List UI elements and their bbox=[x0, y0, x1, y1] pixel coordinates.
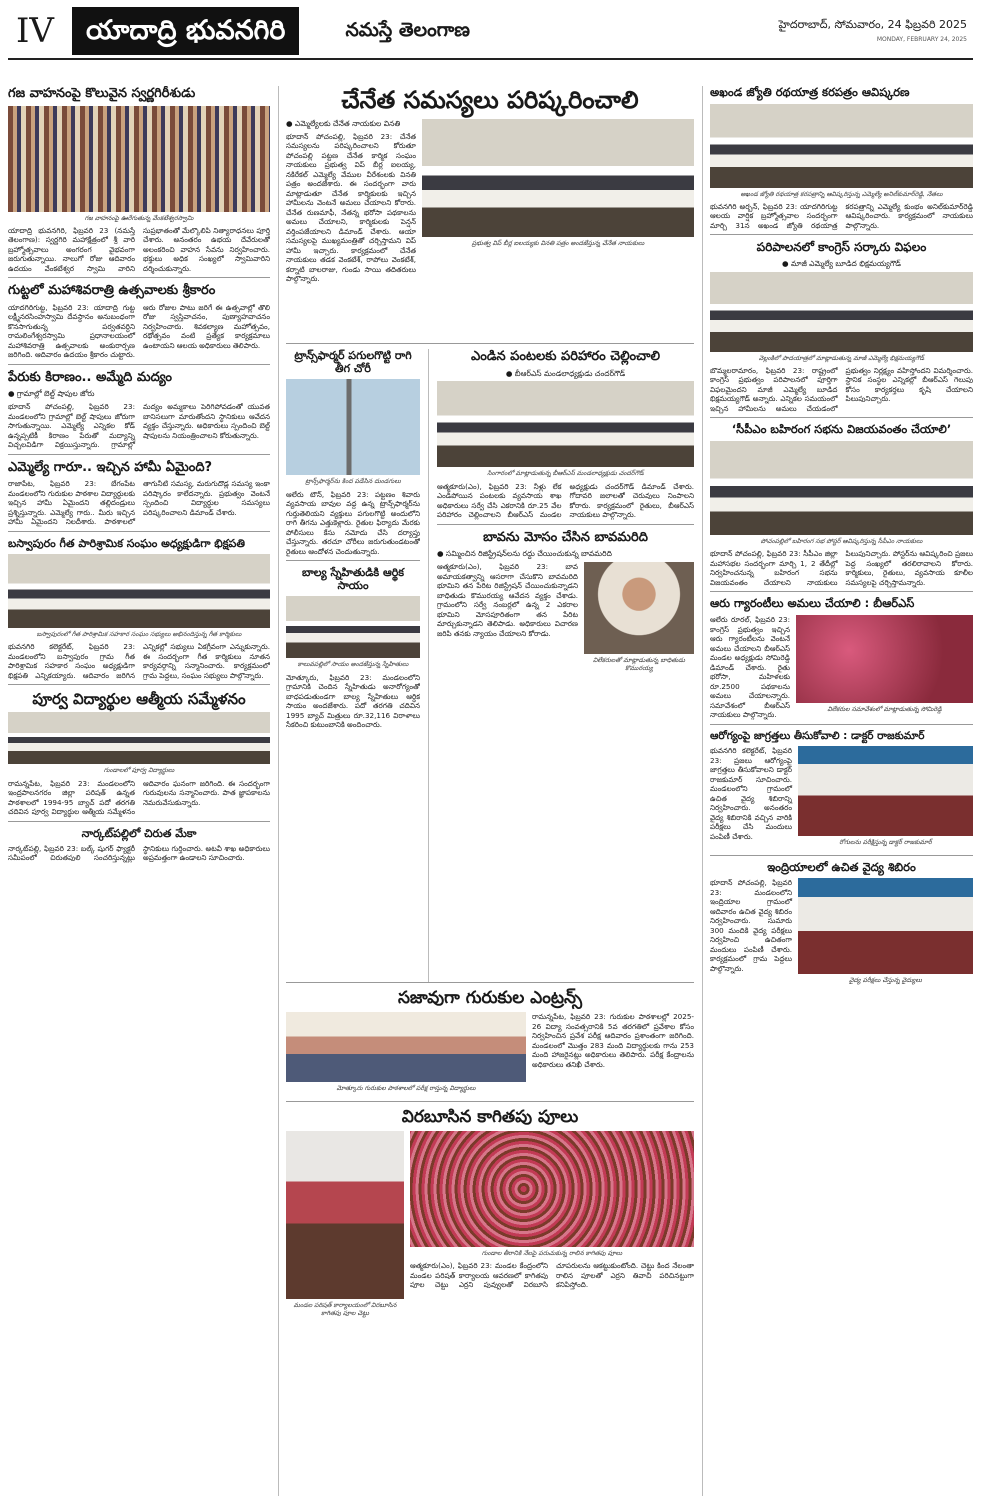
caption: ప్రభుత్వ విప్ బీర్ల ఐలయ్యకు వినతి పత్రం అందజేస్తున్న చేనేత నాయకులు bbox=[471, 239, 645, 247]
headline: ట్రాన్స్‌ఫార్మర్ పగులగొట్టి రాగి తీగ చోరీ bbox=[294, 349, 412, 376]
story-dried-crops bbox=[437, 349, 694, 525]
article-body: ఆత్మకూరు(ఎం), ఫిబ్రవరి 23: బావ అమాయకత్వాన్ని ఆసరాగా చేసుకొని బావమరిది భూమిని తన పేరిట రిజిస్ట్రేషన్ చేయించుకున్నాడని బాధితుడు కొమురయ్య ఆవేదన వ్యక్తం చేశాడు. గ్రామంలోని సర్వే నంబర్లలో ఉన్న 2 ఎకరాల భూమిని మోసపూరితంగా తన పేరిట మార్చుకున్నాడని తెలిపాడు. అధికారులు విచారణ జరిపి తనకు న్యాయం చేయాలని కోరాడు. bbox=[437, 562, 578, 638]
article-body: భూదాన్ పోచంపల్లి, ఫిబ్రవరి 23: చేనేత సమస్యలను పరిష్కరించాలని కోరుతూ పోచంపల్లి పట్టణ చేనేత కార్మిక సంఘం నాయకులు ప్రభుత్వ విప్ బీర్ల ఐలయ్య, నకిరేకల్ ఎమ్మెల్యే వేముల వీరేశంలకు వినతి పత్రం అందజేశారు. ఈ సందర్భంగా వారు మాట్లాడుతూ చేనేత కార్మికులకు ఇచ్చిన హామీలను వెంటనే అమలు చేయాలని కోరారు. చేనేత రుణమాఫీ, నేతన్న భరోసా పథకాలను అమలు చేయాలని, కార్మికులకు పెన్షన్ వర్తింపజేయాలని డిమాండ్ చేశారు. ఆయా సమస్యలపై ముఖ్యమంత్రితో చర్చిస్తామని విప్ హామీ ఇచ్చారు. కార్యక్రమంలో చేనేత నాయకులు తడక వెంకటేశ్, రాపోలు వెంకటేశ్, కర్నాటి బాలరాజు, గుండు సాయి తదితరులు పాల్గొన్నారు. bbox=[286, 131, 416, 284]
story-belt-shops bbox=[8, 370, 270, 455]
caption: వెల్లంకిలో పాదయాత్రలో మాట్లాడుతున్న మాజీ ఎమ్మెల్యే భిక్షమయ్యగౌడ్ bbox=[758, 354, 925, 362]
story-paper-flowers bbox=[286, 1107, 694, 1326]
headline: ఆరు గ్యారంటీలు అమలు చేయాలి : బీఆర్ఎస్ bbox=[710, 597, 915, 611]
caption: బస్వాపురంలో గీత పారిశ్రామిక సహకార సంఘం సభ్యులు అభినందిస్తున్న గీత కార్మికులు bbox=[36, 631, 242, 639]
caption: గుండాల తీరానికి నేలపై పరుచుకున్న రాలిన కాగితపు పూలు bbox=[481, 1249, 623, 1257]
headline: ‘సీపీఎం బహిరంగ సభను విజయవంతం చేయాలి’ bbox=[731, 423, 952, 437]
caption: విలేకరులతో మాట్లాడుతున్న బాధితుడు కొమురయ్య bbox=[592, 657, 685, 673]
kicker: ● బీఆర్ఎస్ మండలాధ్యక్షుడు చందర్‌గౌడ్ bbox=[505, 368, 626, 378]
photo-friends bbox=[286, 596, 420, 658]
story-alumni-meet bbox=[8, 690, 270, 821]
headline: బాల్య స్నేహితుడికి ఆర్థిక సాయం bbox=[302, 566, 404, 593]
headline: నార్కట్‌పల్లిలో చిరుత మేకా bbox=[81, 826, 197, 840]
headline: అఖండ జ్యోతి రథయాత్ర కరపత్రం ఆవిష్కరణ bbox=[710, 86, 910, 99]
caption: గుండాలలో పూర్వ విద్యార్థులు bbox=[103, 767, 175, 775]
kicker: ● గ్రామాల్లో బెల్ట్ షాపుల జోరు bbox=[8, 389, 95, 399]
photo-press-meet bbox=[796, 615, 973, 703]
kicker: ● మాజీ ఎమ్మెల్యే బూడిద భిక్షమయ్యగౌడ్ bbox=[782, 258, 901, 268]
headline: గజ వాహనంపై కొలువైన స్వర్ణగిరీశుడు bbox=[8, 86, 196, 101]
photo-victim bbox=[584, 562, 694, 654]
date-english: MONDAY, FEBRUARY 24, 2025 bbox=[876, 35, 967, 43]
headline: పేరుకు కిరాణం.. అమ్మేది మద్యం bbox=[8, 369, 172, 385]
article-body: ఆలేరు టౌన్, ఫిబ్రవరి 23: పట్టణం శివారు వ్యవసాయ బావుల వద్ద ఉన్న ట్రాన్స్‌ఫార్మర్‌ను గుర్తుతెలియని వ్యక్తులు పగులగొట్టి అందులోని రాగి తీగను ఎత్తుకెళ్లారు. రైతుల ఫిర్యాదు మేరకు పోలీసులు కేసు నమోదు చేసి దర్యాప్తు చేస్తున్నారు. తరచూ చోరీలు జరుగుతుండటంతో రైతులు ఆందోళన చెందుతున్నారు. bbox=[286, 489, 420, 556]
article-body: భూదాన్ పోచంపల్లి, ఫిబ్రవరి 23: సీపీఎం జిల్లా మహాసభల సందర్భంగా మార్చి 1, 2 తేదీల్లో నిర్వహించనున్న బహిరంగ సభను విజయవంతం చేయాలని నాయకులు పిలుపునిచ్చారు. పోస్టర్‌ను ఆవిష్కరించి ప్రజలు పెద్ద సంఖ్యలో తరలిరావాలని కోరారు. కార్మికులు, రైతులు, వ్యవసాయ కూలీల సమస్యలపై చర్చిస్తామన్నారు. bbox=[710, 549, 973, 587]
photo-doctor-checkup bbox=[798, 746, 973, 836]
story-gurukula-entrance bbox=[286, 988, 694, 1102]
story-handloom bbox=[286, 86, 694, 344]
caption: అఖండ జ్యోతి రథయాత్ర కరపత్రాన్ని ఆవిష్కరిస్తున్న ఎమ్మెల్యే అనిల్‌కుమార్‌రెడ్డి, నేతలు bbox=[740, 190, 943, 198]
photo-handloom-leaders bbox=[422, 119, 694, 237]
caption: సింగారంలో మాట్లాడుతున్న బీఆర్ఎస్ మండలాధ్యక్షుడు చందర్‌గౌడ్ bbox=[487, 470, 644, 478]
column-rule bbox=[702, 86, 703, 1496]
story-mla-promise bbox=[8, 460, 270, 532]
center-column bbox=[286, 86, 694, 1496]
caption: కాలువపల్లిలో సాయం అందజేస్తున్న స్నేహితులు bbox=[297, 661, 409, 669]
kicker: ● ఎమ్మెల్యేలకు చేనేత నాయకుల వినతి bbox=[286, 118, 401, 128]
photo-fallen-flowers bbox=[410, 1131, 694, 1247]
headline: పరిపాలనలో కాంగ్రెస్ సర్కారు విఫలం bbox=[756, 240, 927, 255]
article-body: ఆత్మకూరు(ఎం), ఫిబ్రవరి 23: మండల కేంద్రంలోని మండల పరిషత్ కార్యాలయ ఆవరణలో కాగితపు పూల చెట్టు ఎర్రని పువ్వులతో విరబూసి చూపరులను ఆకట్టుకుంటోంది. చెట్టు కింద నేలంతా రాలిన పూలతో ఎర్రని తివాచీ పరిచినట్టుగా కనిపిస్తోంది. bbox=[410, 1261, 694, 1290]
photo-society-members bbox=[8, 554, 270, 628]
article-body: భూదాన్ పోచంపల్లి, ఫిబ్రవరి 23: మండలంలోని గ్రామాల్లో బెల్ట్ షాపులు జోరుగా సాగుతున్నాయి. ఎమ్మెల్యే ఎన్నికల కోడ్ ఉన్నప్పటికీ కిరాణం పేరుతో మద్యాన్ని విచ్చలవిడిగా విక్రయిస్తున్నారు. గ్రామాల్లో మద్యం అమ్మకాలు పెరిగిపోవడంతో యువత బానిసలుగా మారుతోందని స్థానికులు ఆవేదన వ్యక్తం చేస్తున్నారు. అధికారులు స్పందించి బెల్ట్ షాపులను నియంత్రించాలని కోరుతున్నారు. bbox=[8, 402, 270, 450]
article-body: నార్కట్‌పల్లి, ఫిబ్రవరి 23: బల్క్ షుగర్ ఫ్యాక్టరీ సమీపంలో చిరుతపులి సంచరిస్తున్నట్లు స్థానికులు గుర్తించారు. అటవీ శాఖ అధికారులు అప్రమత్తంగా ఉండాలని సూచించారు. bbox=[8, 843, 270, 863]
caption: మండల పరిషత్ కార్యాలయంలో విరబూసిన కాగితపు పూల చెట్టు bbox=[293, 1301, 397, 1318]
caption: ట్రాన్స్‌ఫార్మర్‌ను కింద పడేసిన దుండగులు bbox=[305, 478, 401, 486]
page-number: IV bbox=[16, 10, 54, 51]
headline: గుట్టలో మహాశివరాత్రి ఉత్సవాలకు శ్రీకారం bbox=[8, 283, 216, 299]
headline: ఇంద్రియాలలో ఉచిత వైద్య శిబిరం bbox=[767, 860, 916, 874]
article-body: రాజాపేట, ఫిబ్రవరి 23: బేగంపేట మండలంలోని గురుకుల పాఠశాల విద్యార్థులకు ఇచ్చిన హామీ ఏమైందని తల్లిదండ్రులు ప్రశ్నిస్తున్నారు. ఎమ్మెల్యే గారు.. మీరు ఇచ్చిన హామీ ఏమైందని నిలదీశారు. పాఠశాలలో తాగునీటి సమస్య, మరుగుదొడ్ల సమస్య ఇంకా పరిష్కారం కాలేదన్నారు. ప్రభుత్వం వెంటనే స్పందించి విద్యార్థుల సమస్యలు పరిష్కరించాలని డిమాండ్ చేశారు. bbox=[8, 479, 270, 527]
story-geetha-society bbox=[8, 537, 270, 685]
article-body: భువనగిరి అర్బన్, ఫిబ్రవరి 23: యాదగిరిగుట్ట ఆలయ వార్షిక బ్రహ్మోత్సవాల సందర్భంగా మార్చి 31న అఖండ జ్యోతి రథయాత్ర కరపత్రాన్ని ఎమ్మెల్యే కుంభం అనిల్‌కుమార్‌రెడ్డి ఆవిష్కరించారు. కార్యక్రమంలో నాయకులు పాల్గొన్నారు. bbox=[710, 201, 973, 230]
story-health-care bbox=[710, 730, 973, 856]
article-body: మోత్కూరు, ఫిబ్రవరి 23: మండలంలోని గ్రామానికి చెందిన స్నేహితుడు అనారోగ్యంతో బాధపడుతుండగా బాల్య స్నేహితులు ఆర్థిక సాయం అందజేశారు. పదో తరగతి చదివిన 1995 బ్యాచ్ మిత్రులు రూ.32,116 విరాళాలు సేకరించి కుటుంబానికి అందించారు. bbox=[286, 672, 420, 730]
article-body: ఆత్మకూరు(ఎం), ఫిబ్రవరి 23: నీళ్లు లేక ఎండిపోయిన పంటలకు వ్యవసాయ శాఖ అధికారులు సర్వే చేసి ఎకరానికి రూ.25 వేల పరిహారం చెల్లించాలని బీఆర్ఎస్ మండల అధ్యక్షుడు చందర్‌గౌడ్ డిమాండ్ చేశారు. గోదావరి జలాలతో చెరువులు నింపాలని కోరారు. కార్యక్రమంలో రైతులు, బీఆర్ఎస్ నాయకులు పాల్గొన్నారు. bbox=[437, 481, 694, 520]
headline: బస్వాపురం గీత పారిశ్రామిక సంఘం అధ్యక్షుడిగా భిక్షపతి bbox=[8, 536, 245, 550]
article-body: యాదాద్రి భువనగిరి, ఫిబ్రవరి 23 (నమస్తే తెలంగాణ): స్వర్ణగిరి మహాక్షేత్రంలో శ్రీ వారి బ్రహ్మోత్సవాలు అంగరంగ వైభవంగా జరుగుతున్నాయి. నాలుగో రోజు ఆదివారం ఉదయం వేంకటేశ్వర స్వామి వారిని సుప్రభాతంతో మేల్కొలిపి నిత్యారాధనలు పూర్తి చేశారు. అనంతరం ఉభయ దేవేరులతో అలంకరించి వాహన సేవను నిర్వహించారు. భక్తులు అధిక సంఖ్యలో స్వామివారిని దర్శించుకున్నారు. bbox=[8, 225, 270, 273]
column-rule bbox=[278, 86, 279, 1496]
photo-transformer bbox=[286, 379, 420, 475]
lead-headline: చేనేత సమస్యలు పరిష్కరించాలి bbox=[341, 86, 639, 114]
photo-padayatra bbox=[710, 272, 973, 352]
story-gaja-vahanam bbox=[8, 86, 270, 278]
article-body: బొమ్మలరామారం, ఫిబ్రవరి 23: రాష్ట్రంలో కాంగ్రెస్ ప్రభుత్వం పరిపాలనలో పూర్తిగా విఫలమైందని మాజీ ఎమ్మెల్యే బూడిద భిక్షమయ్యగౌడ్ అన్నారు. ఎన్నికల సమయంలో ఇచ్చిన హామీలను అమలు చేయడంలో ప్రభుత్వం నిర్లక్ష్యం వహిస్తోందని విమర్శించారు. స్థానిక సంస్థల ఎన్నికల్లో బీఆర్ఎస్ గెలుపు కోసం కార్యకర్తలు కృషి చేయాలని పిలుపునిచ్చారు. bbox=[710, 365, 973, 413]
headline: సజావుగా గురుకుల ఎంట్రన్స్ bbox=[397, 988, 583, 1008]
right-column bbox=[710, 86, 973, 1496]
headline: బావను మోసం చేసిన బావమరిది bbox=[483, 529, 648, 545]
story-shivaratri bbox=[8, 283, 270, 365]
story-congress-failure bbox=[710, 240, 973, 418]
photo-flower-tree bbox=[286, 1131, 404, 1299]
story-six-guarantees bbox=[710, 597, 973, 724]
story-jyoti-rathayatra bbox=[710, 86, 973, 235]
story-friends bbox=[286, 566, 420, 734]
photo-alumni bbox=[8, 712, 270, 764]
headline: పూర్వ విద్యార్థుల ఆత్మీయ సమ్మేళనం bbox=[32, 690, 246, 709]
story-brother-in-law bbox=[437, 530, 694, 681]
story-medical-camp bbox=[710, 861, 973, 993]
article-body: భూదాన్ పోచంపల్లి, ఫిబ్రవరి 23: మండలంలోని ఇంద్రియాల గ్రామంలో ఆదివారం ఉచిత వైద్య శిబిరం నిర్వహించారు. సుమారు 300 మందికి వైద్య పరీక్షలు నిర్వహించి ఉచితంగా మందులు పంపిణీ చేశారు. కార్యక్రమంలో గ్రామ పెద్దలు పాల్గొన్నారు. bbox=[710, 878, 792, 973]
article-body: ఆలేరు రూరల్, ఫిబ్రవరి 23: కాంగ్రెస్ ప్రభుత్వం ఇచ్చిన ఆరు గ్యారంటీలను వెంటనే అమలు చేయాలని బీఆర్ఎస్ మండల అధ్యక్షుడు సోమిరెడ్డి డిమాండ్ చేశారు. రైతు భరోసా, మహిళలకు రూ.2500 పథకాలను అమలు చేయాలన్నారు. సమావేశంలో బీఆర్ఎస్ నాయకులు పాల్గొన్నారు. bbox=[710, 615, 790, 720]
caption: గజ వాహనంపై ఊరేగుతున్న వేంకటేశ్వరస్వామి bbox=[84, 214, 194, 222]
photo-students-exam bbox=[286, 1012, 526, 1082]
photo-medical-camp bbox=[798, 878, 973, 974]
story-transformer bbox=[286, 349, 420, 561]
photo-poster-release bbox=[710, 441, 973, 535]
headline: ఎమ్మెల్యే గారూ.. ఇచ్చిన హామీ ఏమైంది? bbox=[8, 459, 213, 475]
dateline bbox=[778, 18, 973, 43]
left-column bbox=[8, 86, 270, 1496]
photo-temple-crowd bbox=[8, 106, 270, 212]
caption: వైద్య పరీక్షలు చేస్తున్న వైద్యులు bbox=[849, 977, 922, 985]
story-cpm-meeting bbox=[710, 423, 973, 592]
photo-farmers bbox=[437, 381, 694, 467]
headline: ఎండిన పంటలకు పరిహారం చెల్లించాలి bbox=[471, 349, 660, 364]
article-body: రామన్నపేట, ఫిబ్రవరి 23: గురుకుల పాఠశాలల్లో 2025-26 విద్యా సంవత్సరానికి 5వ తరగతిలో ప్రవేశాల కోసం నిర్వహించిన ప్రవేశ పరీక్ష ఆదివారం ప్రశాంతంగా జరిగింది. మండలంలో మొత్తం 283 మంది విద్యార్థులకు గాను 253 మంది హాజరైనట్లు అధికారులు తెలిపారు. పరీక్ష కేంద్రాలను అధికారులు తనిఖీ చేశారు. bbox=[532, 1012, 694, 1069]
caption: మోత్కూరు గురుకుల పాఠశాలలో పరీక్ష రాస్తున్న విద్యార్థులు bbox=[336, 1085, 476, 1093]
caption: విలేకరుల సమావేశంలో మాట్లాడుతున్న సోమిరెడ్డి bbox=[827, 706, 942, 714]
article-body: భువనగిరి కలెక్టరేట్, ఫిబ్రవరి 23: మండలంలోని బస్వాపురం గ్రామ గీత పారిశ్రామిక సహకార సంఘం అధ్యక్షుడిగా భిక్షపతి ఎన్నికయ్యారు. ఆదివారం జరిగిన ఎన్నికల్లో సభ్యులు ఏకగ్రీవంగా ఎన్నుకున్నారు. ఈ సందర్భంగా గీత కార్మికులు నూతన కార్యవర్గాన్ని సన్మానించారు. కార్యక్రమంలో గ్రామ పెద్దలు, సంఘం సభ్యులు పాల్గొన్నారు. bbox=[8, 642, 270, 680]
date-telugu: హైదరాబాద్, సోమవారం, 24 ఫిబ్రవరి 2025 bbox=[778, 18, 967, 32]
brand-name: నమస్తే తెలంగాణ bbox=[345, 19, 470, 42]
story-leopard bbox=[8, 827, 270, 867]
kicker: ● సమ్మించిన రిజిస్ట్రేషన్‌లను రద్దు చేయించుకున్న బావమరిది bbox=[437, 549, 612, 559]
caption: రోగులను పరీక్షిస్తున్న డాక్టర్ రాజకుమార్ bbox=[839, 839, 932, 847]
photo-pamphlet-release bbox=[710, 104, 973, 188]
article-body: యాదగిరిగుట్ట, ఫిబ్రవరి 23: యాదాద్రి గుట్ట లక్ష్మీనరసింహస్వామి దేవస్థానం అనుబంధంగా కొనసాగుతున్న పర్వతవర్ధిని రామలింగేశ్వరస్వామి ప్రధానాలయంలో మహాశివరాత్రి ఉత్సవాలకు అంకురార్పణ జరిగింది. ఆదివారం ఉదయం శ్రీకారం చుట్టారు. ఆరు రోజుల పాటు జరిగే ఈ ఉత్సవాల్లో తొలి రోజు స్వస్తివాచనం, పుణ్యాహవాచనం నిర్వహించారు. శివకల్యాణ మహోత్సవం, రథోత్సవం వంటి ప్రత్యేక కార్యక్రమాలు ఉంటాయని ఆలయ అధికారులు తెలిపారు. bbox=[8, 302, 270, 360]
masthead bbox=[8, 4, 973, 60]
headline: ఆరోగ్యంపై జాగ్రత్తలు తీసుకోవాలి : డాక్టర్ రాజకుమార్ bbox=[710, 729, 925, 742]
caption: పోచంపల్లిలో బహిరంగ సభ పోస్టర్ ఆవిష్కరిస్తున్న సీపీఎం నాయకులు bbox=[760, 538, 923, 546]
article-body: రామన్నపేట, ఫిబ్రవరి 23: మండలంలోని ఇంద్రపాలనగరం జిల్లా పరిషత్ ఉన్నత పాఠశాలలో 1994-95 బ్యాచ్ పదో తరగతి చదివిన పూర్వ విద్యార్థుల ఆత్మీయ సమ్మేళనం ఆదివారం ఘనంగా జరిగింది. ఈ సందర్భంగా గురువులను సన్మానించారు. పాత జ్ఞాపకాలను నెమరువేసుకున్నారు. bbox=[8, 778, 270, 817]
headline: విరబూసిన కాగితపు పూలు bbox=[401, 1106, 579, 1127]
article-body: భువనగిరి కలెక్టరేట్, ఫిబ్రవరి 23: ప్రజలు ఆరోగ్యంపై జాగ్రత్తలు తీసుకోవాలని డాక్టర్ రాజకుమార్ సూచించారు. మండలంలోని గ్రామంలో ఉచిత వైద్య శిబిరాన్ని నిర్వహించారు. అనంతరం వైద్య శిబిరానికి వచ్చిన వారికి పరీక్షలు చేసి మందులు పంపిణీ చేశారు. bbox=[710, 746, 792, 841]
district-title: యాదాద్రి భువనగిరి bbox=[72, 7, 299, 55]
